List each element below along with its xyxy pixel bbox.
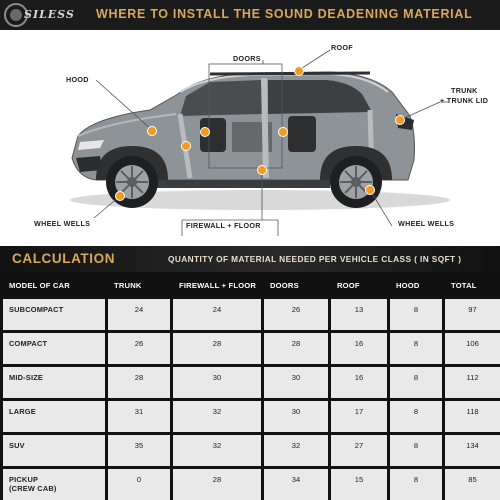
cell-total: 118: [445, 401, 500, 432]
cell-trunk: 24: [108, 299, 170, 330]
cell-total: 134: [445, 435, 500, 466]
brand-logo: [4, 2, 75, 28]
label-doors: DOORS: [233, 54, 261, 63]
cell-model: LARGE: [3, 401, 105, 432]
cell-doors: 30: [264, 401, 328, 432]
cell-firewall: 32: [173, 401, 261, 432]
cell-hood: 8: [390, 367, 442, 398]
marker-floor: [258, 166, 267, 175]
cell-doors: 28: [264, 333, 328, 364]
label-wheel-wells-left: WHEEL WELLS: [34, 219, 91, 228]
header-total: TOTAL: [445, 274, 500, 296]
cell-roof: 16: [331, 333, 387, 364]
table-row: [3, 435, 500, 466]
cell-firewall: 24: [173, 299, 261, 330]
header-trunk: TRUNK: [108, 274, 170, 296]
cell-roof: 13: [331, 299, 387, 330]
cell-trunk: 28: [108, 367, 170, 398]
table-row: [3, 401, 500, 432]
cell-trunk: 31: [108, 401, 170, 432]
cell-firewall: 28: [173, 469, 261, 500]
cell-roof: 16: [331, 367, 387, 398]
label-roof: ROOF: [331, 43, 353, 52]
marker-wheel-well-rear: [366, 186, 375, 195]
header-firewall-floor: FIREWALL + FLOOR: [173, 274, 261, 296]
cell-hood: 8: [390, 469, 442, 500]
cell-total: 85: [445, 469, 500, 500]
cell-total: 112: [445, 367, 500, 398]
cell-total: 106: [445, 333, 500, 364]
table-header-row: [3, 274, 500, 296]
cell-total: 97: [445, 299, 500, 330]
cell-firewall: 32: [173, 435, 261, 466]
cell-hood: 8: [390, 435, 442, 466]
cell-firewall: 28: [173, 333, 261, 364]
cell-model: PICKUP (CREW CAB): [3, 469, 105, 500]
cell-hood: 8: [390, 333, 442, 364]
label-trunk: TRUNK: [451, 86, 478, 95]
cell-trunk: 35: [108, 435, 170, 466]
cell-hood: 8: [390, 299, 442, 330]
car-diagram: [0, 30, 500, 246]
cell-model: SUBCOMPACT: [3, 299, 105, 330]
header-bar: [0, 0, 500, 30]
cell-roof: 15: [331, 469, 387, 500]
material-table: [0, 272, 500, 500]
table-row: [3, 333, 500, 364]
cell-doors: 32: [264, 435, 328, 466]
marker-wheel-well-front: [116, 192, 125, 201]
cell-doors: 30: [264, 367, 328, 398]
cell-roof: 27: [331, 435, 387, 466]
header-doors: DOORS: [264, 274, 328, 296]
label-hood: HOOD: [66, 75, 89, 84]
cell-trunk: 26: [108, 333, 170, 364]
marker-door-front: [201, 128, 210, 137]
cell-hood: 8: [390, 401, 442, 432]
calculation-subtitle: QUANTITY OF MATERIAL NEEDED PER VEHICLE CLASS ( IN SQFT ): [168, 254, 462, 264]
cell-trunk: 0: [108, 469, 170, 500]
calculation-title: CALCULATION: [12, 251, 116, 266]
marker-door-rear: [279, 128, 288, 137]
label-trunk-lid: + TRUNK LID: [440, 96, 489, 105]
header-model: MODEL OF CAR: [3, 274, 105, 296]
cell-firewall: 30: [173, 367, 261, 398]
calculation-band: [0, 246, 500, 272]
header-hood: HOOD: [390, 274, 442, 296]
table-row: [3, 367, 500, 398]
header-roof: ROOF: [331, 274, 387, 296]
marker-firewall: [182, 142, 191, 151]
label-firewall-floor: FIREWALL + FLOOR: [186, 221, 261, 230]
page-title: WHERE TO INSTALL THE SOUND DEADENING MATERIAL: [96, 7, 473, 21]
marker-roof: [295, 67, 304, 76]
table-row: [3, 299, 500, 330]
table-row: [3, 469, 500, 500]
logo-text: SILESS: [24, 8, 75, 21]
label-wheel-wells-right: WHEEL WELLS: [398, 219, 455, 228]
cell-doors: 26: [264, 299, 328, 330]
cell-roof: 17: [331, 401, 387, 432]
cell-model: SUV: [3, 435, 105, 466]
marker-hood: [148, 127, 157, 136]
marker-trunk: [396, 116, 405, 125]
cell-model: COMPACT: [3, 333, 105, 364]
cell-doors: 34: [264, 469, 328, 500]
cell-model: MID-SIZE: [3, 367, 105, 398]
